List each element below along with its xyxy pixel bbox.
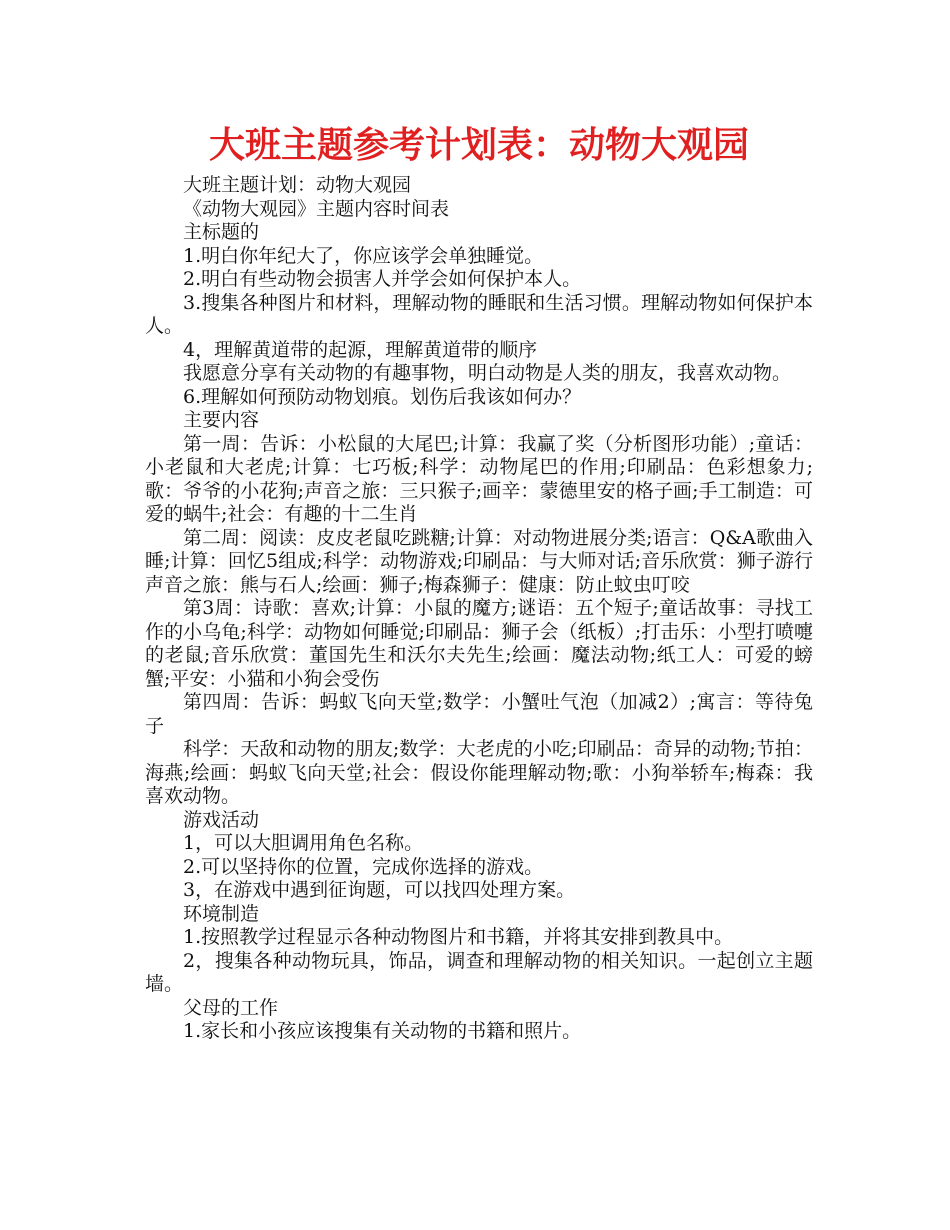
paragraph: 第四周：告诉：蚂蚁飞向天堂;数学：小蟹吐气泡（加减2）;寓言：等待兔子 — [145, 691, 813, 737]
paragraph: 《动物大观园》主题内容时间表 — [183, 197, 450, 220]
paragraph: 1.明白你年纪大了，你应该学会单独睡觉。 — [183, 244, 544, 267]
document-body — [145, 174, 813, 1044]
paragraph: 1，可以大胆调用角色名称。 — [183, 832, 424, 854]
paragraph: 3，在游戏中遇到征询题，可以找四处理方案。 — [183, 879, 576, 901]
paragraph: 科学：天敌和动物的朋友;数学：大老虎的小吃;印刷品：奇异的动物;节拍：海燕;绘画：蚂蚁飞向天堂;社会：假设你能理解动物;歌：小狗举轿车;梅森：我喜欢动物。 — [145, 738, 813, 807]
paragraph: 主要内容 — [183, 409, 260, 431]
paragraph: 1.按照教学过程显示各种动物图片和书籍，并将其安排到教具中。 — [183, 926, 734, 948]
paragraph: 2.可以坚持你的位置，完成你选择的游戏。 — [183, 855, 544, 878]
document-page — [145, 118, 813, 1044]
paragraph: 第3周：诗歌：喜欢;计算：小鼠的魔方;谜语：五个短子;童话故事：寻找工作的小乌龟;科学：动物如何睡觉;印刷品：狮子会（纸板）;打击乐：小型打喷嚏的老鼠;音乐欣赏：董国先生和沃尔夫先生;绘画：魔法动物;纸工人：可爱的螃蟹;平安：小猫和小狗会受伤 — [145, 597, 813, 690]
paragraph: 环境制造 — [183, 902, 260, 925]
paragraph: 1.家长和小孩应该搜集有关动物的书籍和照片。 — [183, 1020, 582, 1042]
paragraph: 大班主题计划：动物大观园 — [183, 174, 412, 196]
paragraph: 2，搜集各种动物玩具，饰品，调查和理解动物的相关知识。一起创立主题墙。 — [145, 949, 813, 995]
paragraph: 第二周：阅读：皮皮老鼠吃跳糖;计算：对动物进展分类;语言：Q&A歌曲入睡;计算：回忆5组成;科学：动物游戏;印刷品：与大师对话;音乐欣赏：狮子游行声音之旅：熊与石人;绘画：狮子;梅森狮子：健康：防止蚊虫叮咬 — [145, 526, 813, 596]
paragraph: 我愿意分享有关动物的有趣事物，明白动物是人类的朋友，我喜欢动物。 — [183, 362, 792, 384]
paragraph: 主标题的 — [183, 221, 260, 243]
paragraph: 3.搜集各种图片和材料，理解动物的睡眠和生活习惯。理解动物如何保护本人。 — [145, 291, 813, 337]
paragraph: 6.理解如何预防动物划痕。划伤后我该如何办？ — [183, 385, 582, 408]
document-title: 大班主题参考计划表：动物大观园 — [208, 125, 749, 166]
paragraph: 2.明白有些动物会损害人并学会如何保护本人。 — [183, 268, 582, 290]
paragraph: 第一周：告诉：小松鼠的大尾巴;计算：我赢了奖（分析图形功能）;童话：小老鼠和大老虎;计算：七巧板;科学：动物尾巴的作用;印刷品：色彩想象力;歌：爷爷的小花狗;声音之旅：三只猴子;画辛：蒙德里安的格子画;手工制造：可爱的蜗牛;社会：有趣的十二生肖 — [145, 432, 813, 525]
paragraph: 游戏活动 — [183, 808, 260, 831]
paragraph: 4，理解黄道带的起源，理解黄道带的顺序 — [183, 338, 538, 361]
paragraph: 父母的工作 — [183, 996, 279, 1019]
